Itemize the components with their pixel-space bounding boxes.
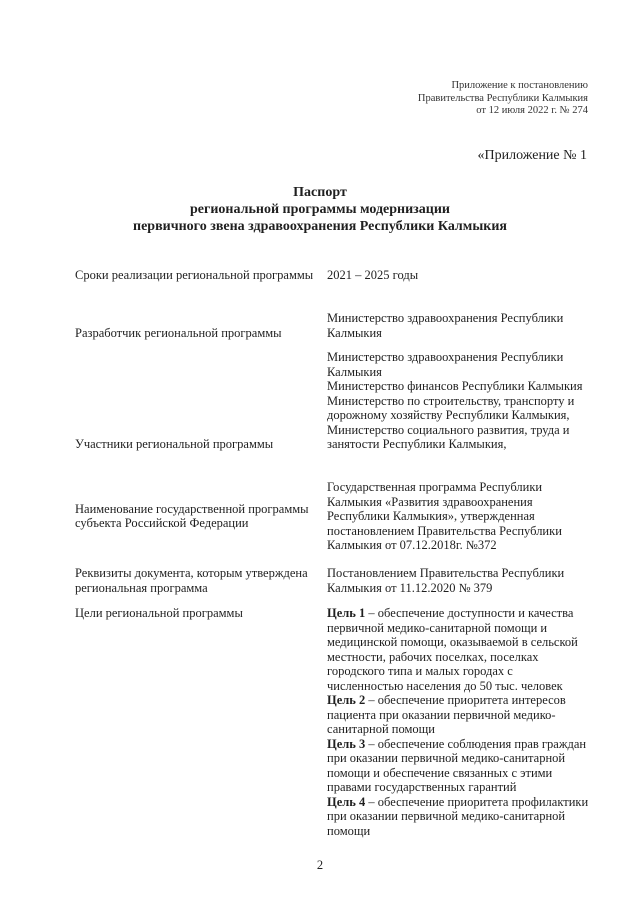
goal-item <box>327 693 589 737</box>
row-label: Реквизиты документа, которым утверждена региональная программа <box>75 566 308 595</box>
passport-row-terms <box>75 268 590 283</box>
goal-item <box>327 606 589 693</box>
passport-row-document <box>75 566 590 595</box>
page-number: 2 <box>316 858 324 872</box>
row-value <box>327 350 589 452</box>
appendix-note-line: Приложение к постановлению <box>451 80 588 91</box>
goal-item <box>327 795 589 839</box>
goal-name: Цель 3 <box>327 736 366 751</box>
passport-row-state-program <box>75 480 590 553</box>
goal-text: – обеспечение приоритета профилактики при оказании первичной медико-санитарной помощи <box>327 794 589 838</box>
goal-text: – обеспечение доступности и качества первичной медико-санитарной помощи и медицинской помощи, оказываемой в сельской местности, рабочих поселках, поселках городского типа и малых городах с численностью населения до 50 тыс. человек <box>327 606 578 693</box>
goal-name: Цель 4 <box>327 794 366 809</box>
goal-item <box>327 737 589 795</box>
row-label: Цели региональной программы <box>75 606 243 620</box>
appendix-mark: «Приложение № 1 <box>477 148 587 163</box>
appendix-note-line: Правительства Республики Калмыкия <box>417 92 588 104</box>
passport-row-developer <box>75 311 590 340</box>
row-value: Министерство здравоохранения Республики Калмыкия <box>327 311 564 340</box>
row-label: Наименование государственной программы субъекта Российской Федерации <box>75 501 309 531</box>
row-label: Сроки реализации региональной программы <box>75 268 314 282</box>
title-line: Паспорт <box>293 185 347 200</box>
row-value: Государственная программа Республики Калмыкия «Развития здравоохранения Республики Калмыкия», утвержденная постановлением Правительства Республики Калмыкия от 07.12.2018г. №372 <box>327 480 562 552</box>
participant-item: Министерство социального развития, труда и занятости Республики Калмыкия, <box>327 422 570 451</box>
row-value: Постановлением Правительства Республики Калмыкия от 11.12.2020 № 379 <box>327 566 565 595</box>
participant-item: Министерство финансов Республики Калмыкия <box>327 379 583 393</box>
title-line: региональной программы модернизации <box>190 202 450 217</box>
goal-name: Цель 1 <box>327 606 366 620</box>
goal-text: – обеспечение соблюдения прав граждан при оказании первичной медико-санитарной помощи и обеспечение связанных с этими правами государственных гарантий <box>327 736 587 794</box>
goal-text: – обеспечение приоритета интересов пациента при оказании первичной медико-санитарной помощи <box>327 693 566 736</box>
participant-item: Министерство по строительству, транспорту и дорожному хозяйству Республики Калмыкия, <box>327 393 575 422</box>
row-value: 2021 – 2025 годы <box>327 268 419 282</box>
goal-name: Цель 2 <box>327 693 366 707</box>
goals-list <box>327 606 589 838</box>
participant-item: Министерство здравоохранения Республики Калмыкия <box>327 350 564 379</box>
document-title <box>0 184 640 235</box>
passport-row-goals <box>75 606 590 838</box>
appendix-note <box>418 80 588 118</box>
title-line: первичного звена здравоохранения Республики Калмыкия <box>133 219 507 234</box>
appendix-note-line: от 12 июля 2022 г. № 274 <box>476 105 588 116</box>
passport-row-participants <box>75 350 590 452</box>
row-label: Участники региональной программы <box>75 437 274 451</box>
row-label: Разработчик региональной программы <box>75 325 282 340</box>
